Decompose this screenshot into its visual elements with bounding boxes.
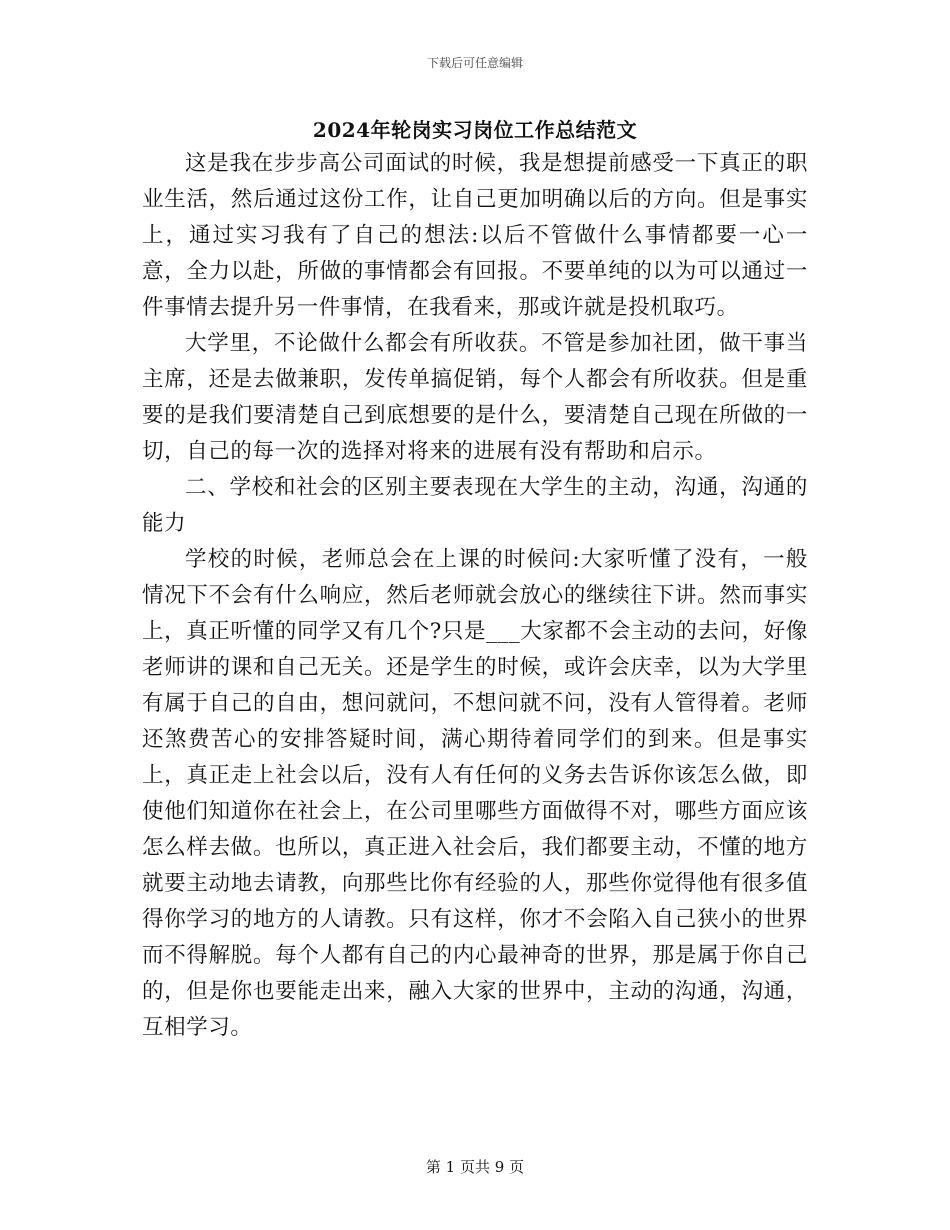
paragraph: 这是我在步步高公司面试的时候，我是想提前感受一下真正的职业生活，然后通过这份工作，让自己更加明确以后的方向。但是事实上，通过实习我有了自己的想法:以后不管做什么事情都要一心一意，全力以赴，所做的事情都会有回报。不要单纯的以为可以通过一件事情去提升另一件事情，在我看来，那或许就是投机取巧。 [142, 151, 808, 320]
page-number: 第 1 页共 9 页 [425, 1158, 525, 1176]
paragraph: 大学里，不论做什么都会有所收获。不管是参加社团，做干事当主席，还是去做兼职，发传单搞促销，每个人都会有所收获。但是重要的是我们要清楚自己到底想要的是什么，要清楚自己现在所做的一切，自己的每一次的选择对将来的进展有没有帮助和启示。 [142, 331, 808, 464]
paragraph: 学校的时候，老师总会在上课的时候问:大家听懂了没有，一般情况下不会有什么响应，然后老师就会放心的继续往下讲。然而事实上，真正听懂的同学又有几个?只是___大家都不会主动的去问，好像老师讲的课和自己无关。还是学生的时候，或许会庆幸，以为大学里有属于自己的自由，想问就问，不想问就不问，没有人管得着。老师还煞费苦心的安排答疑时间，满心期待着同学们的到来。但是事实上，真正走上社会以后，没有人有任何的义务去告诉你该怎么做，即使他们知道你在社会上，在公司里哪些方面做得不对，哪些方面应该怎么样去做。也所以，真正进入社会后，我们都要主动，不懂的地方就要主动地去请教，向那些比你有经验的人，那些你觉得他有很多值得你学习的地方的人请教。只有这样，你才不会陷入自己狭小的世界而不得解脱。每个人都有自己的内心最神奇的世界，那是属于你自己的，但是你也要能走出来，融入大家的世界中，主动的沟通，沟通，互相学习。 [142, 547, 808, 1040]
section-heading: 二、学校和社会的区别主要表现在大学生的主动，沟通，沟通的能力 [142, 475, 808, 536]
header-note: 下载后可任意编辑 [426, 56, 523, 70]
document-title: 2024年轮岗实习岗位工作总结范文 [312, 118, 638, 142]
document-body [142, 146, 808, 1046]
